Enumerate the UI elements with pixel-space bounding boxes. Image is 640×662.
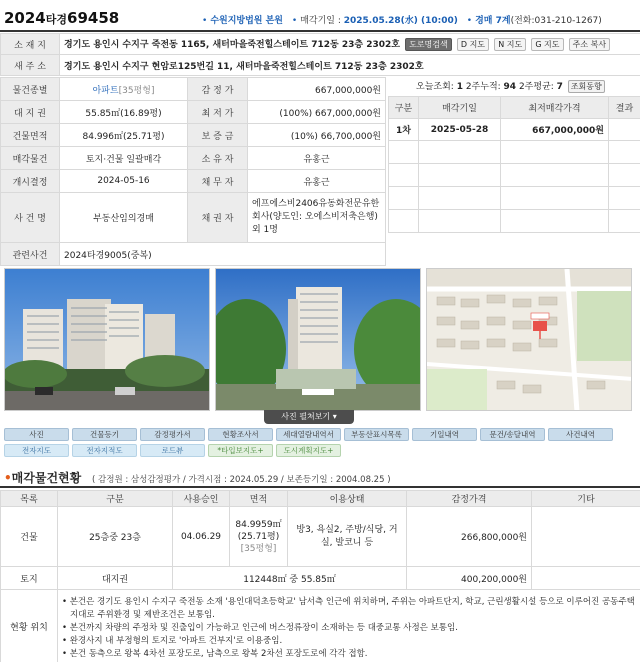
appraisal-price: 667,000,000원 <box>248 78 386 101</box>
address-table <box>0 33 640 76</box>
nav-cadastral-map[interactable]: 전자지적도 <box>72 444 137 457</box>
sale-date: 2025.05.28(水) (10:00) <box>343 16 458 26</box>
auction-dept: 경매 7계 <box>475 16 511 26</box>
photo-expand-button[interactable]: 사진 펼쳐보기 ▾ <box>264 410 354 424</box>
photo-location-map[interactable] <box>426 268 632 411</box>
location-status-label: 현황 위치 <box>1 590 58 662</box>
schedule-table: 구분 매각기일 최저매각가격 결과 1차 2025-05-28 667,000,000원 <box>388 96 640 233</box>
debtor: 유홍근 <box>248 170 386 193</box>
nav-documents[interactable]: 문건/송달내역 <box>480 428 545 441</box>
land-type: 대지권 <box>58 567 173 590</box>
case-name: 부동산임의경매 <box>60 193 188 243</box>
schedule-date: 2025-05-28 <box>419 119 501 141</box>
nav-roadview[interactable]: 로드뷰 <box>140 444 205 457</box>
road-search-button[interactable]: 도로명검색 <box>405 38 452 51</box>
new-address-label: 새 주 소 <box>1 55 60 76</box>
approval-date: 04.06.29 <box>173 507 230 567</box>
creditor: 에프에스비2406유동화전문유한회사(양도인: 오에스비저축은행) 외 1명 <box>248 193 386 243</box>
daum-map-button[interactable]: D 지도 <box>457 38 489 51</box>
nav-case-history[interactable]: 사건내역 <box>548 428 613 441</box>
deposit: (10%) 66,700,000원 <box>248 124 386 147</box>
nav-appraisal[interactable]: 감정평가서 <box>140 428 205 441</box>
nav-status-report[interactable]: 현황조사서 <box>208 428 273 441</box>
view-trend-button[interactable]: 조회동향 <box>568 80 605 93</box>
land-price: 400,200,000원 <box>407 567 532 590</box>
building-label: 건물 <box>1 507 58 567</box>
location-label: 소 재 지 <box>1 34 60 55</box>
section-subtitle: ( 감정원 : 삼성감정평가 / 가격시점 : 2024.05.29 / 보존등기일 : 2004.08.25 ) <box>92 475 391 485</box>
document-nav <box>4 428 632 460</box>
building-etc <box>532 507 640 567</box>
naver-map-button[interactable]: N 지도 <box>494 38 526 51</box>
land-area: 112448㎡ 중 55.85㎡ <box>173 567 407 590</box>
land-label: 토지 <box>1 567 58 590</box>
land-right: 55.85㎡(16.89평) <box>60 101 188 124</box>
nav-household[interactable]: 세대열람내역서 <box>276 428 341 441</box>
court-name[interactable]: 수원지방법원 본원 <box>210 16 283 26</box>
building-floor: 25층중 23층 <box>58 507 173 567</box>
google-map-button[interactable]: G 지도 <box>531 38 563 51</box>
nav-type-map[interactable]: *타입보지도+ <box>208 444 273 457</box>
new-address-value: 경기도 용인시 수지구 현암로125번길 11, 새터마을죽전힐스테이트 712동 23층 2302호 <box>60 55 640 76</box>
nav-photo[interactable]: 사진 <box>4 428 69 441</box>
view-stats: 오늘조회: 1 2주누적: 94 2주평균: 7 조회동향 <box>388 78 640 96</box>
chevron-down-icon: ▾ <box>332 412 337 421</box>
section-title: 매각물건현황 <box>11 471 82 485</box>
usage-status: 방3, 욕실2, 주방/식당, 거실, 발코니 등 <box>288 507 407 567</box>
dept-phone: (전화:031-210-1267) <box>510 16 602 26</box>
sale-item: 토지·건물 일괄매각 <box>60 147 188 170</box>
start-decision: 2024-05-16 <box>60 170 188 193</box>
nav-building-registry[interactable]: 건물등기 <box>72 428 137 441</box>
building-area-detail: 84.9959㎡ (25.71평) [35평형] <box>230 507 288 567</box>
nav-e-map[interactable]: 전자지도 <box>4 444 69 457</box>
property-info-table: 물건종별 아파트[35평형] 감 정 가 667,000,000원 대 지 권 55.85㎡(16.89평) 최 저 가 (100%) 667,000,000원 건물면적 84.996㎡(25.71평) 보 증 금 (10%) 66,700,000원 매각물건 토지·건물 일괄매각 소 유 자 유홍근 개시결정 2024-05-16 채 무 자 유홍근 사 건 명 부동산임의경매 채 권 자 에프에스비2406유동화전문유한회사(양도인: 오에스비저축은행) 외 1명 관련사건 2024타경9005(중복) <box>0 77 386 266</box>
case-number: 2024타경69458 <box>4 9 120 27</box>
schedule-round: 1차 <box>389 119 419 141</box>
nav-property-list[interactable]: 부동산표시목록 <box>344 428 409 441</box>
schedule-price: 667,000,000원 <box>501 119 609 141</box>
nav-urban-plan-map[interactable]: 도시계획지도+ <box>276 444 341 457</box>
photo-apartment-1[interactable] <box>4 268 210 411</box>
building-area: 84.996㎡(25.71평) <box>60 124 188 147</box>
copy-address-button[interactable]: 주소 복사 <box>569 38 610 51</box>
location-value: 경기도 용인시 수지구 죽전동 1165, 새터마을죽전힐스테이트 712동 23층 2302호 <box>64 40 400 50</box>
property-condition-table: 목록 구분 사용승인 면적 이용상태 감정가격 기타 건물 25층중 23층 04.06.29 84.9959㎡ (25.71평) [35평형] 방3, 욕실2, 주방/식당, 거실, 발코니 등 266,800,000원 토지 대지권 112448㎡ 중 55.85㎡ 400,200,000원 현황 위치 • 본건은 경기도 용인시 수지구 죽전동 소재 '용인대덕초등학교' 남서측 인근에 위치하며, 주위는 아파트단지, 학교, 근린생활시설 등으로 이루어진 공동주택지대로 주위환경 및 제반조건은 보통임. • 본건까지 차량의 주정차 및 진출입이 가능하고 인근에 버스정류장이 소재하는 등 대중교통 사정은 보통임. • 완경사지 내 부정형의 토지로 '아파트 건부지'로 이용중임. • 본건 동측으로 왕복 4차선 포장도로, 남측으로 왕복 2차선 포장도로에 각각 접함. <box>0 490 640 662</box>
related-case: 2024타경9005(중복) <box>60 243 386 266</box>
case-meta: • 수원지방법원 본원 • 매각기일 : 2025.05.28(水) (10:00) • 경매 7계(전화:031-210-1267) <box>202 16 602 26</box>
owner: 유홍근 <box>248 147 386 170</box>
photo-apartment-2[interactable] <box>215 268 421 411</box>
minimum-price: (100%) 667,000,000원 <box>248 101 386 124</box>
nav-date-history[interactable]: 기일내역 <box>412 428 477 441</box>
property-type[interactable]: 아파트 <box>92 85 119 96</box>
case-header <box>0 0 640 32</box>
location-status: • 본건은 경기도 용인시 수지구 죽전동 소재 '용인대덕초등학교' 남서측 인근에 위치하며, 주위는 아파트단지, 학교, 근린생활시설 등으로 이루어진 공동주택지대로 주위환경 및 제반조건은 보통임. • 본건까지 차량의 주정차 및 진출입이 가능하고 인근에 버스정류장이 소재하는 등 대중교통 사정은 보통임. • 완경사지 내 부정형의 토지로 '아파트 건부지'로 이용중임. • 본건 동측으로 왕복 4차선 포장도로, 남측으로 왕복 2차선 포장도로에 각각 접함. <box>58 590 640 662</box>
building-price: 266,800,000원 <box>407 507 532 567</box>
schedule-result <box>609 119 640 141</box>
section-header: •매각물건현황 ( 감정원 : 삼성감정평가 / 가격시점 : 2024.05.29 / 보존등기일 : 2004.08.25 ) <box>0 466 640 488</box>
